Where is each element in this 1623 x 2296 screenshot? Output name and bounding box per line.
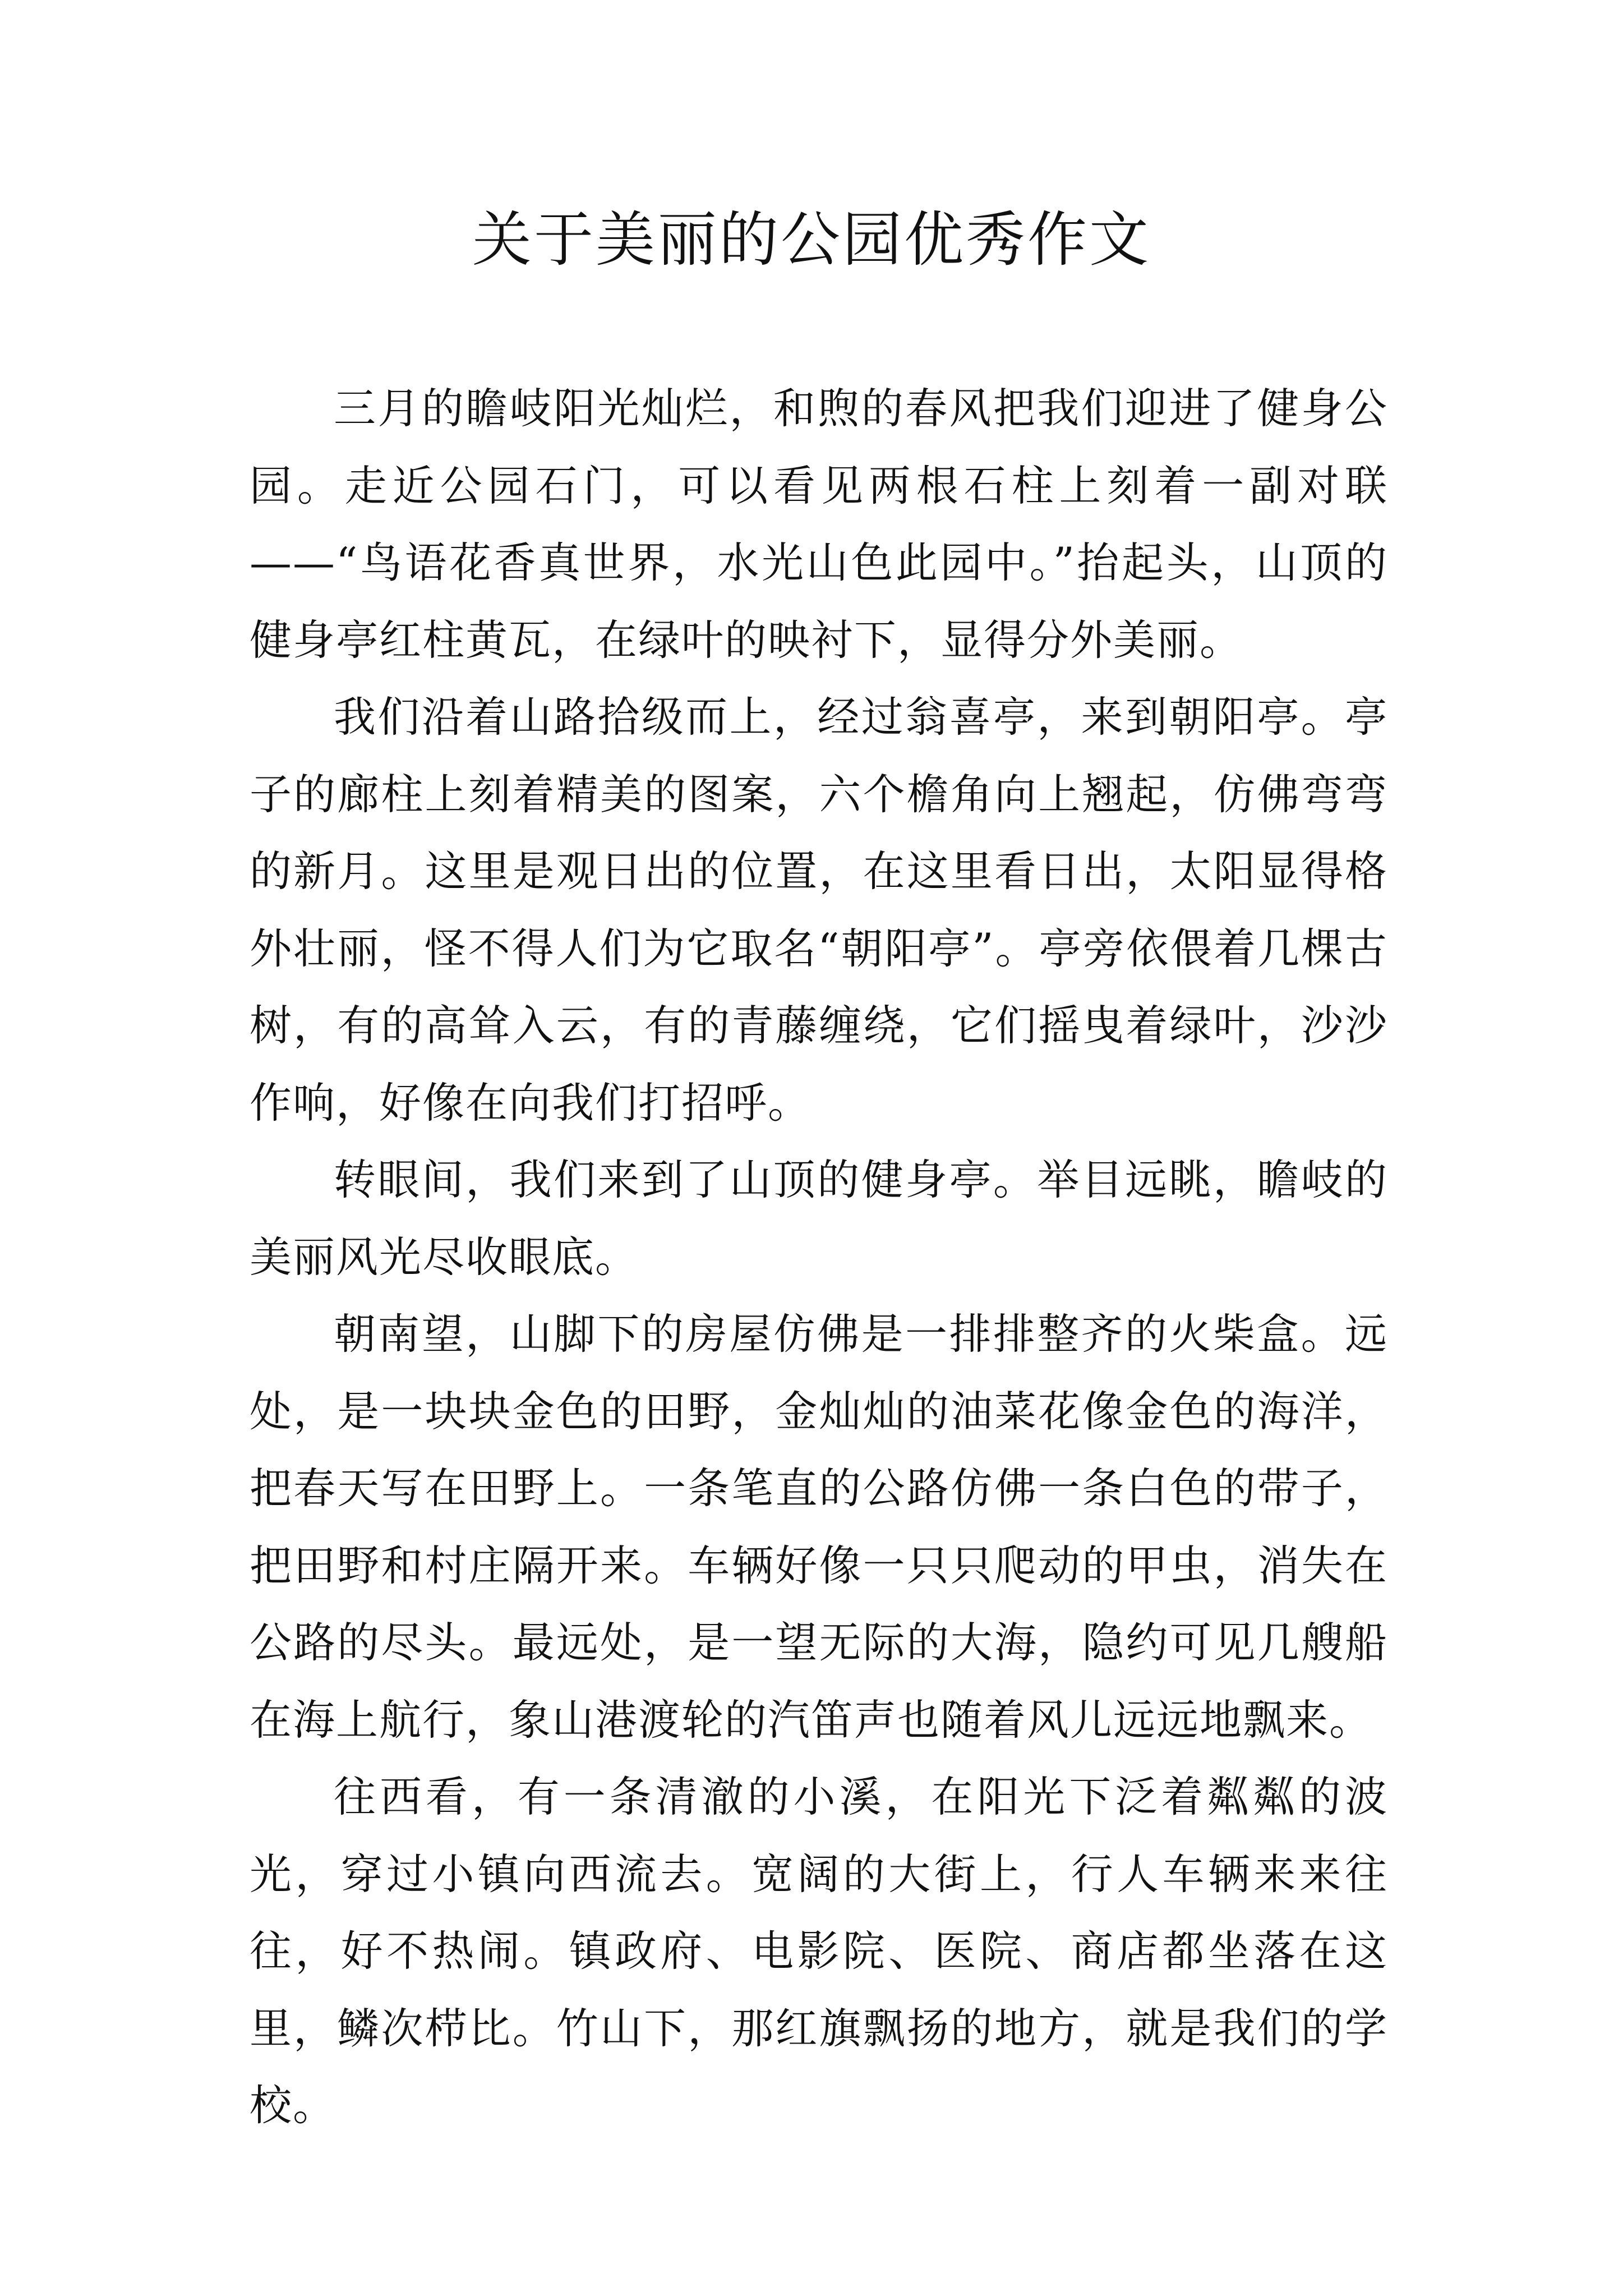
paragraph-3: 转眼间，我们来到了山顶的健身亭。举目远眺，瞻岐的美丽风光尽收眼底。 <box>250 1155 1388 1282</box>
paragraph-1: 三月的瞻岐阳光灿烂，和煦的春风把我们迎进了健身公园。走近公园石门，可以看见两根石柱上刻着一副对联——“鸟语花香真世界，水光山色此园中。”抬起头，山顶的健身亭红柱黄瓦，在绿叶的映衬下，显得分外美丽。 <box>250 384 1388 665</box>
essay-body <box>250 370 1388 2145</box>
document-title: 关于美丽的公园优秀作文 <box>472 205 1151 274</box>
paragraph-4: 朝南望，山脚下的房屋仿佛是一排排整齐的火柴盒。远处，是一块块金色的田野，金灿灿的油菜花像金色的海洋，把春天写在田野上。一条笔直的公路仿佛一条白色的带子，把田野和村庄隔开来。车辆好像一只只爬动的甲虫，消失在公路的尽头。最远处，是一望无际的大海，隐约可见几艘船在海上航行，象山港渡轮的汽笛声也随着风儿远远地飘来。 <box>250 1309 1388 1745</box>
paragraph-5: 往西看，有一条清澈的小溪，在阳光下泛着粼粼的波光，穿过小镇向西流去。宽阔的大街上，行人车辆来来往往，好不热闹。镇政府、电影院、医院、商店都坐落在这里，鳞次栉比。竹山下，那红旗飘扬的地方，就是我们的学校。 <box>250 1772 1388 2130</box>
paragraph-2: 我们沿着山路拾级而上，经过翁喜亭，来到朝阳亭。亭子的廊柱上刻着精美的图案，六个檐角向上翘起，仿佛弯弯的新月。这里是观日出的位置，在这里看日出，太阳显得格外壮丽，怪不得人们为它取名“朝阳亭”。亭旁依偎着几棵古树，有的高耸入云，有的青藤缠绕，它们摇曳着绿叶，沙沙作响，好像在向我们打招呼。 <box>250 692 1388 1128</box>
